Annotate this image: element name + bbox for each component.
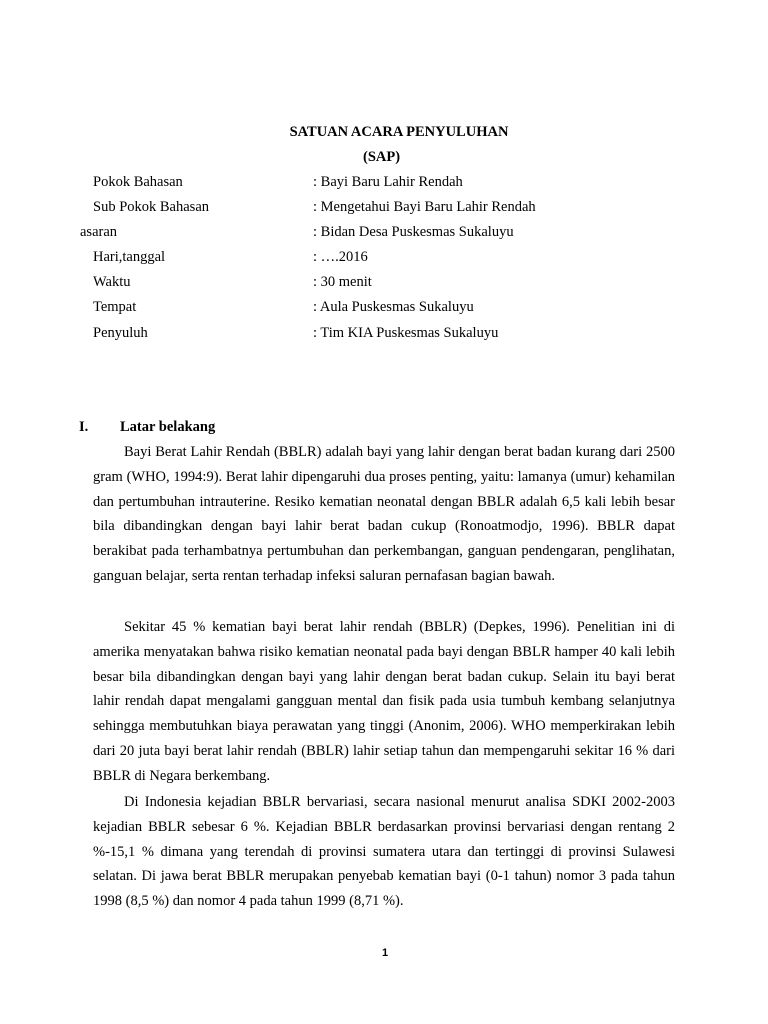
info-row-sub-pokok-bahasan (93, 199, 733, 219)
info-value: : Mengetahui Bayi Baru Lahir Rendah (313, 199, 536, 215)
info-value: : Tim KIA Puskesmas Sukaluyu (313, 325, 499, 341)
info-label: asaran (80, 224, 118, 240)
info-row-pokok-bahasan (93, 174, 733, 194)
info-label: Sub Pokok Bahasan (93, 199, 209, 215)
document-title: SATUAN ACARA PENYULUHAN (289, 124, 509, 140)
paragraph-text: Bayi Berat Lahir Rendah (BBLR) adalah bayi yang lahir dengan berat badan kurang dari 2500 gram (WHO, 1994:9). Berat lahir dipengaruhi dua proses penting, yaitu: lamanya (umur) kehamilan dan pertumbuhan intrauterine. Resiko kematian neonatal dengan BBLR adalah 6,5 kali lebih besar bila dibandingkan dengan bayi lahir berat badan cukup (Ronoatmodjo, 1996). BBLR dapat berakibat pada terhambatnya pertumbuhan dan perkembangan, ganguan pendengaran, penglihatan, ganguan belajar, serta rentan terhadap infeksi saluran pernafasan bagian bawah. (93, 444, 675, 584)
info-value: : Bayi Baru Lahir Rendah (313, 174, 463, 190)
info-label: Tempat (93, 299, 137, 315)
paragraph-text: Di Indonesia kejadian BBLR bervariasi, secara nasional menurut analisa SDKI 2002-2003 kejadian BBLR sebesar 6 %. Kejadian BBLR berdasarkan provinsi bervariasi dengan rentang 2 %-15,1 % dimana yang terendah di provinsi sumatera utara dan tertinggi di provinsi Sulawesi selatan. Di jawa berat BBLR merupakan penyebab kematian bayi (0-1 tahun) nomor 3 pada tahun 1998 (8,5 %) dan nomor 4 pada tahun 1999 (8,71 %). (93, 794, 675, 910)
info-row-tempat (93, 299, 733, 319)
page-number: 1 (381, 947, 389, 959)
paragraph (93, 790, 675, 914)
info-label: Penyuluh (93, 325, 148, 341)
info-value: : 30 menit (313, 274, 372, 290)
info-label: Hari,tanggal (93, 249, 166, 265)
info-value: : Aula Puskesmas Sukaluyu (313, 299, 474, 315)
paragraph (93, 440, 675, 589)
info-row-waktu (93, 274, 733, 294)
info-row-hari-tanggal (93, 249, 733, 269)
info-value: : Bidan Desa Puskesmas Sukaluyu (313, 224, 514, 240)
info-label: Waktu (93, 274, 131, 290)
section-title: Latar belakang (120, 419, 216, 435)
info-value: : ….2016 (313, 249, 368, 265)
info-label: Pokok Bahasan (93, 174, 183, 190)
section-number: I. (79, 419, 89, 435)
paragraph-text: Sekitar 45 % kematian bayi berat lahir rendah (BBLR) (Depkes, 1996). Penelitian ini di amerika menyatakan bahwa risiko kematian neonatal pada bayi dengan BBLR hamper 40 kali lebih besar bila dibandingkan dengan bayi yang lahir dengan berat badan cukup. Selain itu bayi berat lahir rendah dapat mengalami gangguan mental dan fisik pada usia tumbuh kembang selanjutnya sehingga membutuhkan biaya perawatan yang tinggi (Anonim, 2006). WHO memperkirakan lebih dari 20 juta bayi berat lahir rendah (BBLR) lahir setiap tahun dan mempengaruhi sekitar 16 % dari BBLR di Negara berkembang. (93, 619, 675, 784)
document-subtitle: (SAP) (363, 149, 401, 165)
paragraph (93, 615, 675, 789)
info-row-sasaran (80, 224, 733, 244)
info-row-penyuluh (93, 325, 733, 345)
